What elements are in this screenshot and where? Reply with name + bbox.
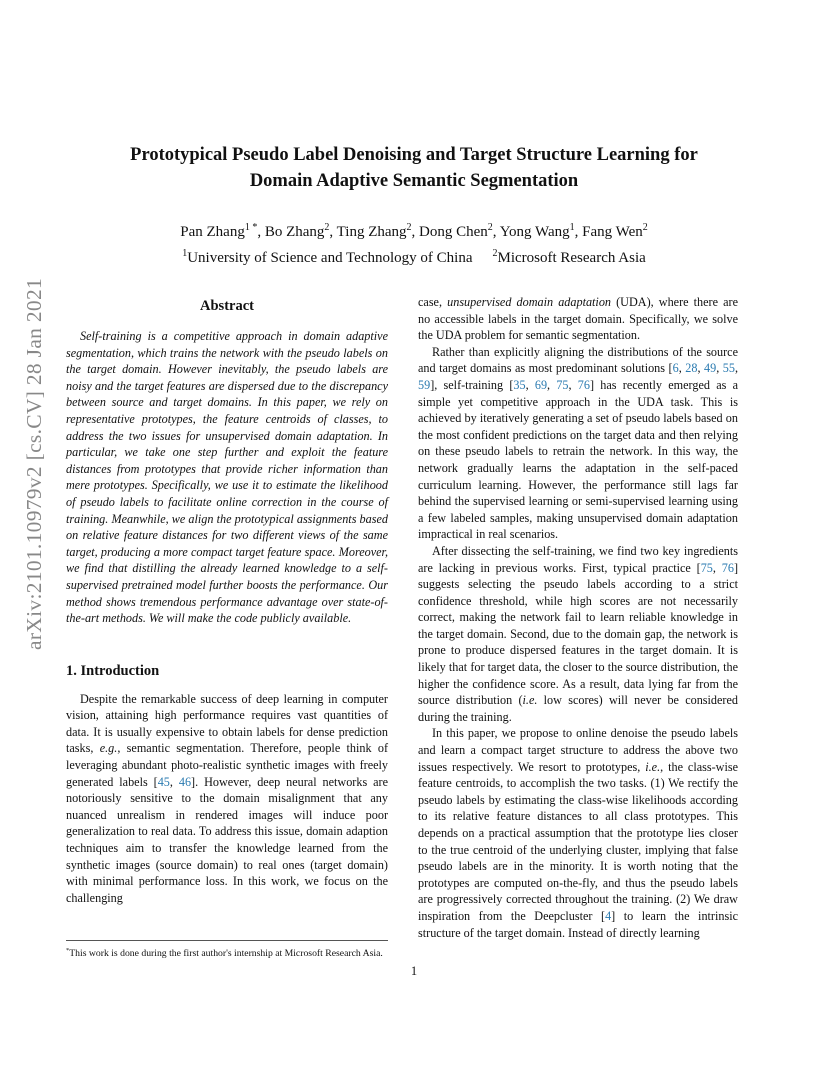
title-line-2: Domain Adaptive Semantic Segmentation	[249, 171, 579, 191]
citation-link[interactable]: 75	[700, 560, 713, 575]
author-name: , Ting Zhang	[329, 224, 407, 240]
footnote-mark: *	[66, 947, 70, 954]
author-name: , Dong Chen	[411, 224, 488, 240]
author-affiliation-mark: 2	[324, 222, 330, 233]
author-block	[60, 217, 768, 269]
author-name: , Yong Wang	[492, 224, 570, 240]
citation-link[interactable]: 55	[722, 361, 735, 376]
affiliation-2: Microsoft Research Asia	[497, 250, 646, 266]
author-affiliation-mark: 1 *	[244, 222, 258, 233]
author-affiliations	[60, 243, 768, 269]
paragraph: In this paper, we propose to online denoise the pseudo labels and learn a compact target structure to address the above two issues respectively. We resort to prototypes, i.e., the class-wise feature centroids, to accomplish the two tasks. (1) We rectify the pseudo labels by estimating the class-wise likelihoods according to its relative feature distances to all class prototypes. This depends on a practical assumption that the prototype lies closer to the true centroid of the underlying cluster, implying that false pseudo labels are in the minority. It is worth noting that the prototypes are computed on-the-fly, and thus the pseudo labels are progressively corrected throughout the training. (2) We draw inspiration from the Deepcluster [4] to learn the intrinsic structure of the target domain. Instead of directly learning	[418, 726, 739, 940]
author-affiliation-mark: 2	[642, 222, 648, 233]
footnote	[66, 940, 388, 960]
footnote-text: This work is done during the first author's internship at Microsoft Research Asia.	[69, 948, 383, 960]
citation-link[interactable]: 28	[685, 361, 698, 376]
citation-link[interactable]: 45	[157, 774, 170, 789]
author-name: , Fang Wen	[574, 224, 643, 240]
affiliation-1: University of Science and Technology of China	[187, 250, 473, 266]
citation-link[interactable]: 59	[418, 377, 431, 392]
citation-link[interactable]: 4	[605, 908, 612, 923]
page-number: 1	[410, 964, 418, 978]
paper-title	[60, 142, 768, 194]
paragraph: After dissecting the self-training, we find two key ingredients are lacking in previous works. First, typical practice [75, 76] suggests selecting the pseudo labels according to a strict confidence threshold, while high scores are not necessarily correct, making the network fail to learn reliable knowledge in the target domain. Second, due to the domain gap, the network is prone to produce dispersed features in the target domain. It is likely that for target data, the closer to the source distribution, the higher the confidence score. As a result, data lying far from the source distribution (i.e. low scores) will never be considered during the training.	[418, 543, 738, 724]
author-name: Pan Zhang	[180, 224, 245, 240]
author-affiliation-mark: 2	[406, 222, 412, 233]
author-name: , Bo Zhang	[257, 224, 325, 240]
intro-paragraph: Despite the remarkable success of deep learning in computer vision, attaining high performance requires vast quantities of data. It is usually expensive to obtain labels for dense prediction tasks, e.g., semantic segmentation. Therefore, people think of leveraging abundant photo-realistic synthetic images with freely generated labels [45, 46]. However, deep neural networks are notoriously sensitive to the domain misalignment that any nuanced unrealism in rendered images will induce poor generalization to real data. To address this issue, domain adaption techniques aim to transfer the knowledge learned from the synthetic images (source domain) to real ones (target domain) with minimal performance loss. In this work, we focus on the challenging	[66, 691, 389, 905]
citation-link[interactable]: 76	[577, 377, 590, 392]
citation-link[interactable]: 35	[513, 377, 526, 392]
affiliation-mark: 1	[182, 248, 188, 259]
citation-link[interactable]: 49	[704, 361, 717, 376]
arxiv-side-identifier: arXiv:2101.10979v2 [cs.CV] 28 Jan 2021	[22, 277, 46, 650]
citation-link[interactable]: 6	[672, 361, 679, 376]
right-column	[418, 294, 738, 941]
author-affiliation-mark: 1	[569, 222, 575, 233]
author-affiliation-mark: 2	[487, 222, 493, 233]
paragraph: case, unsupervised domain adaptation (UDA), where there are no accessible labels in the target domain. Specifically, we solve the UDA problem for semantic segmentation.	[418, 295, 738, 343]
citation-link[interactable]: 75	[556, 377, 569, 392]
affiliation-mark: 2	[492, 248, 498, 259]
citation-link[interactable]: 46	[178, 774, 192, 789]
citation-link[interactable]: 76	[721, 560, 734, 575]
abstract-heading: Abstract	[200, 298, 254, 314]
section-heading-introduction: 1. Introduction	[66, 662, 160, 679]
left-column	[66, 294, 388, 906]
title-line-1: Prototypical Pseudo Label Denoising and Target Structure Learning for	[130, 145, 698, 165]
citation-link[interactable]: 69	[534, 377, 548, 392]
abstract-text: Self-training is a competitive approach in domain adaptive segmentation, which trains the network with the pseudo labels on the target domain. However inevitably, the pseudo labels are noisy and the target features are dispersed due to the discrepancy between source and target domains. In this paper, we rely on representative prototypes, the feature centroids of classes, to address the two issues for unsupervised domain adaptation. In particular, we take one step further and exploit the feature distances from prototypes that provide richer information than mere prototypes. Specifically, we use it to estimate the likelihood of pseudo labels to facilitate online correction in the course of training. Meanwhile, we align the prototypical assignments based on relative feature distances for two different views of the same target, producing a more compact target feature space. Moreover, we find that distilling the already learned knowledge to a self-supervised pretrained model further boosts the performance. Our method shows tremendous performance advantage over state-of-the-art methods. We will make the code publicly available.	[66, 329, 388, 626]
author-names	[60, 217, 768, 243]
paragraph: Rather than explicitly aligning the distributions of the source and target domains as most predominant solutions [6, 28, 49, 55, 59], self-training [35, 69, 75, 76] has recently emerged as a simple yet competitive approach in the UDA task. This is achieved by iteratively generating a set of pseudo labels based on the most confident predictions on the target data and then relying on these pseudo labels to retrain the network. In this way, the network gradually learns the adaptation in the self-paced curriculum learning. However, the performance still lags far behind the supervised learning or semi-supervised learning using a few labeled samples, making unsupervised domain adaptation impractical in real scenarios.	[418, 344, 739, 542]
